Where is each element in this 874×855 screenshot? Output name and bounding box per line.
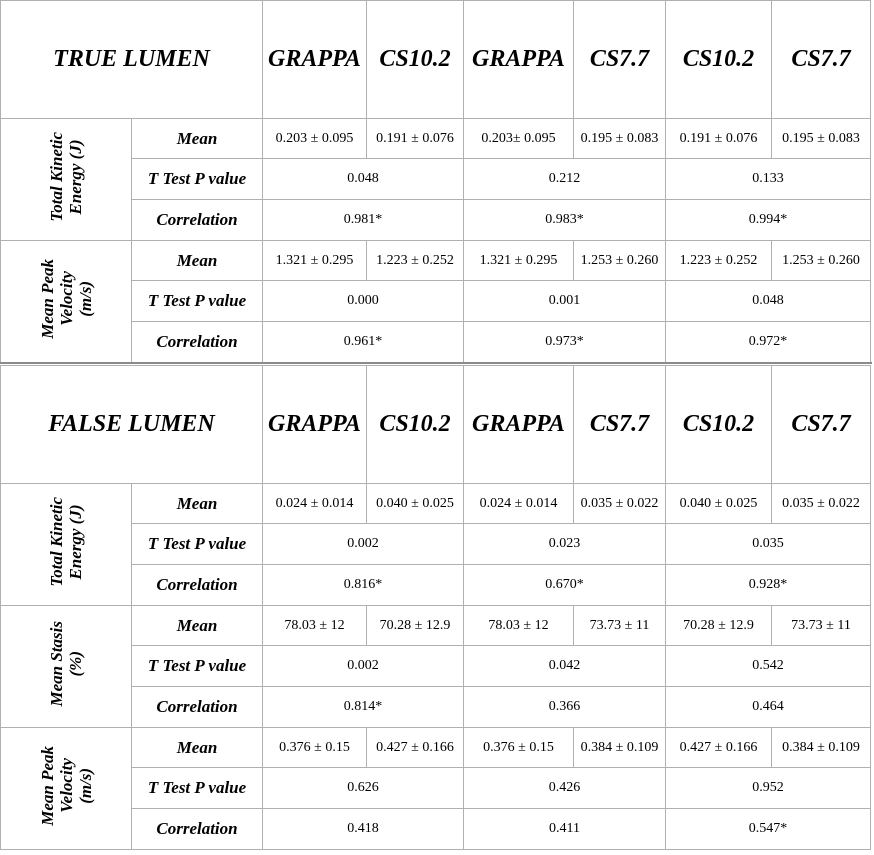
mean-row — [1, 484, 871, 524]
section-title: TRUE LUMEN — [1, 1, 263, 119]
correlation-value: 0.670* — [464, 565, 666, 606]
correlation-row — [1, 809, 871, 850]
mean-value: 1.223 ± 0.252 — [666, 241, 772, 281]
metric-name — [1, 484, 132, 606]
row-label-correlation: Correlation — [132, 687, 263, 728]
mean-value: 1.253 ± 0.260 — [772, 241, 871, 281]
header-row — [1, 366, 871, 484]
metric-name — [1, 606, 132, 728]
correlation-value: 0.994* — [666, 200, 871, 241]
row-label-mean: Mean — [132, 728, 263, 768]
correlation-value: 0.418 — [263, 809, 464, 850]
section-divider — [0, 362, 872, 364]
mean-value: 0.024 ± 0.014 — [464, 484, 574, 524]
metric-name-line: Energy (J) — [66, 139, 85, 215]
column-header: CS7.7 — [772, 366, 871, 484]
mean-value: 0.427 ± 0.166 — [666, 728, 772, 768]
ttest-row — [1, 524, 871, 565]
ttest-value: 0.626 — [263, 768, 464, 809]
correlation-row — [1, 565, 871, 606]
metric-name-line: (%) — [66, 651, 85, 677]
ttest-value: 0.000 — [263, 281, 464, 322]
row-label-correlation: Correlation — [132, 322, 263, 363]
correlation-value: 0.816* — [263, 565, 464, 606]
ttest-value: 0.048 — [666, 281, 871, 322]
row-label-mean: Mean — [132, 241, 263, 281]
ttest-row — [1, 281, 871, 322]
mean-value: 0.035 ± 0.022 — [772, 484, 871, 524]
mean-value: 0.203± 0.095 — [464, 119, 574, 159]
metric-name-line: Velocity — [56, 758, 76, 814]
mean-row — [1, 241, 871, 281]
ttest-row — [1, 768, 871, 809]
mean-value: 0.384 ± 0.109 — [574, 728, 666, 768]
column-header: CS7.7 — [772, 1, 871, 119]
row-label-mean: Mean — [132, 484, 263, 524]
metric-name-line: Total Kinetic — [47, 132, 66, 222]
ttest-row — [1, 646, 871, 687]
correlation-value: 0.366 — [464, 687, 666, 728]
row-label-correlation: Correlation — [132, 809, 263, 850]
correlation-row — [1, 687, 871, 728]
ttest-value: 0.001 — [464, 281, 666, 322]
row-label-ttest: T Test P value — [132, 159, 263, 200]
mean-value: 0.376 ± 0.15 — [263, 728, 367, 768]
correlation-value: 0.411 — [464, 809, 666, 850]
ttest-value: 0.426 — [464, 768, 666, 809]
metric-name — [1, 119, 132, 241]
row-label-correlation: Correlation — [132, 200, 263, 241]
row-label-ttest: T Test P value — [132, 768, 263, 809]
mean-value: 0.203 ± 0.095 — [263, 119, 367, 159]
mean-value: 1.321 ± 0.295 — [464, 241, 574, 281]
metric-name — [1, 241, 132, 363]
mean-value: 0.191 ± 0.076 — [367, 119, 464, 159]
row-label-correlation: Correlation — [132, 565, 263, 606]
mean-value: 0.024 ± 0.014 — [263, 484, 367, 524]
mean-value: 0.195 ± 0.083 — [574, 119, 666, 159]
metric-name-line: Mean Peak — [37, 746, 57, 826]
metric-name-line: Mean Peak — [37, 259, 57, 339]
true-lumen-table — [0, 0, 871, 363]
ttest-value: 0.035 — [666, 524, 871, 565]
correlation-row — [1, 200, 871, 241]
metric-name-text — [47, 497, 85, 587]
row-label-ttest: T Test P value — [132, 281, 263, 322]
false-lumen-table — [0, 365, 871, 850]
header-row — [1, 1, 871, 119]
metric-name-line: Total Kinetic — [47, 497, 66, 587]
column-header: CS10.2 — [367, 1, 464, 119]
mean-value: 78.03 ± 12 — [464, 606, 574, 646]
correlation-value: 0.981* — [263, 200, 464, 241]
column-header: GRAPPA — [464, 366, 574, 484]
metric-name-line: Mean Stasis — [47, 621, 66, 707]
mean-value: 0.191 ± 0.076 — [666, 119, 772, 159]
correlation-row — [1, 322, 871, 363]
metric-name-text — [47, 621, 85, 707]
row-label-ttest: T Test P value — [132, 524, 263, 565]
column-header: CS7.7 — [574, 1, 666, 119]
mean-value: 73.73 ± 11 — [574, 606, 666, 646]
column-header: CS10.2 — [666, 366, 772, 484]
ttest-value: 0.212 — [464, 159, 666, 200]
ttest-value: 0.133 — [666, 159, 871, 200]
correlation-value: 0.973* — [464, 322, 666, 363]
metric-name-line: (m/s) — [75, 768, 95, 804]
metric-name-line: Energy (J) — [66, 504, 85, 580]
column-header: GRAPPA — [464, 1, 574, 119]
ttest-value: 0.002 — [263, 524, 464, 565]
mean-value: 0.195 ± 0.083 — [772, 119, 871, 159]
metric-name-text — [47, 132, 85, 222]
ttest-value: 0.042 — [464, 646, 666, 687]
mean-value: 0.376 ± 0.15 — [464, 728, 574, 768]
mean-value: 73.73 ± 11 — [772, 606, 871, 646]
mean-value: 1.253 ± 0.260 — [574, 241, 666, 281]
mean-value: 78.03 ± 12 — [263, 606, 367, 646]
mean-row — [1, 606, 871, 646]
ttest-value: 0.542 — [666, 646, 871, 687]
mean-value: 70.28 ± 12.9 — [666, 606, 772, 646]
ttest-value: 0.023 — [464, 524, 666, 565]
ttest-row — [1, 159, 871, 200]
mean-value: 0.035 ± 0.022 — [574, 484, 666, 524]
mean-row — [1, 728, 871, 768]
row-label-mean: Mean — [132, 119, 263, 159]
correlation-value: 0.983* — [464, 200, 666, 241]
mean-value: 0.427 ± 0.166 — [367, 728, 464, 768]
column-header: CS10.2 — [666, 1, 772, 119]
section-title: FALSE LUMEN — [1, 366, 263, 484]
column-header: CS10.2 — [367, 366, 464, 484]
metric-name-text — [38, 746, 95, 826]
column-header: GRAPPA — [263, 1, 367, 119]
row-label-ttest: T Test P value — [132, 646, 263, 687]
correlation-value: 0.547* — [666, 809, 871, 850]
mean-row — [1, 119, 871, 159]
mean-value: 0.384 ± 0.109 — [772, 728, 871, 768]
metric-name-text — [38, 259, 95, 339]
mean-value: 0.040 ± 0.025 — [666, 484, 772, 524]
metric-name — [1, 728, 132, 850]
row-label-mean: Mean — [132, 606, 263, 646]
metric-name-line: (m/s) — [75, 281, 95, 317]
ttest-value: 0.048 — [263, 159, 464, 200]
ttest-value: 0.952 — [666, 768, 871, 809]
column-header: CS7.7 — [574, 366, 666, 484]
mean-value: 1.223 ± 0.252 — [367, 241, 464, 281]
correlation-value: 0.928* — [666, 565, 871, 606]
column-header: GRAPPA — [263, 366, 367, 484]
correlation-value: 0.464 — [666, 687, 871, 728]
mean-value: 70.28 ± 12.9 — [367, 606, 464, 646]
correlation-value: 0.814* — [263, 687, 464, 728]
mean-value: 1.321 ± 0.295 — [263, 241, 367, 281]
ttest-value: 0.002 — [263, 646, 464, 687]
correlation-value: 0.961* — [263, 322, 464, 363]
metric-name-line: Velocity — [56, 271, 76, 327]
correlation-value: 0.972* — [666, 322, 871, 363]
mean-value: 0.040 ± 0.025 — [367, 484, 464, 524]
